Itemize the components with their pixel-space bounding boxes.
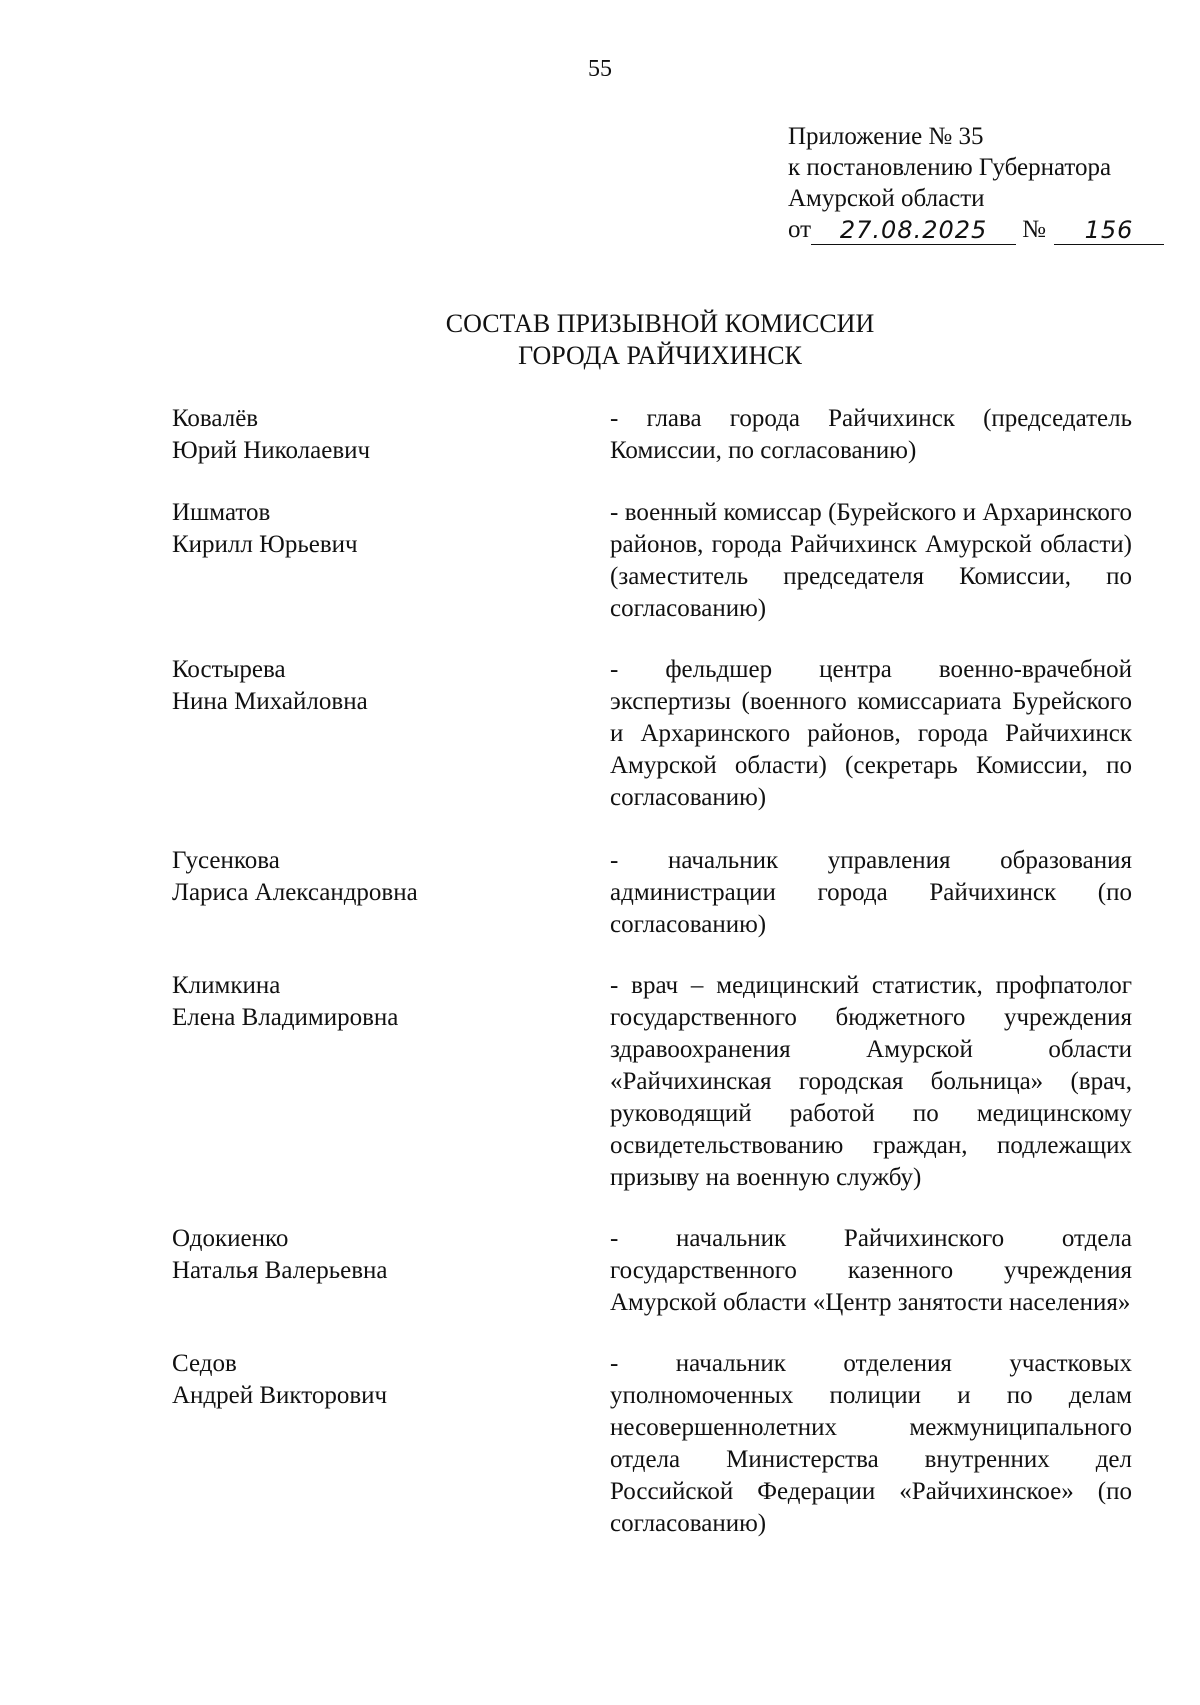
member-given-name: Нина Михайловна bbox=[172, 688, 368, 715]
member-given-name: Елена Владимировна bbox=[172, 1004, 399, 1031]
page-number: 55 bbox=[588, 56, 612, 82]
date-prefix: от bbox=[788, 216, 812, 243]
title-line-2: ГОРОДА РАЙЧИХИНСК bbox=[518, 341, 802, 370]
member-name bbox=[172, 1348, 572, 1412]
member-name bbox=[172, 497, 572, 561]
member-role: - врач – медицинский статистик, профпатолог государственного бюджетного учреждения здравоохранения Амурской области «Райчихинская городская больница» (врач, руководящий работой по медицинскому освидетельствованию граждан, подлежащих призыву на военную службу) bbox=[610, 972, 1132, 1191]
member-name bbox=[172, 970, 572, 1034]
member-role: - глава города Райчихинск (председатель Комиссии, по согласованию) bbox=[610, 405, 1132, 464]
number-label: № bbox=[1022, 216, 1046, 243]
member-role: - военный комиссар (Бурейского и Архаринского районов, города Райчихинск Амурской области) (заместитель председателя Комиссии, по согласованию) bbox=[610, 499, 1132, 622]
member-surname: Костырева bbox=[172, 656, 286, 683]
member-surname: Гусенкова bbox=[172, 847, 280, 874]
member-surname: Ковалёв bbox=[172, 405, 259, 432]
appendix-block bbox=[788, 121, 1168, 245]
member-given-name: Наталья Валерьевна bbox=[172, 1257, 388, 1284]
member-given-name: Юрий Николаевич bbox=[172, 437, 371, 464]
member-given-name: Андрей Викторович bbox=[172, 1382, 388, 1409]
member-given-name: Кирилл Юрьевич bbox=[172, 531, 358, 558]
appendix-title: Приложение № 35 bbox=[788, 123, 984, 150]
member-role: - начальник отделения участковых уполномоченных полиции и по делам несовершеннолетних межмуниципального отдела Министерства внутренних дел Российской Федерации «Райчихинское» (по согласованию) bbox=[610, 1350, 1132, 1537]
appendix-decree-ref: к постановлению Губернатора bbox=[788, 154, 1112, 181]
document-title bbox=[0, 308, 1200, 372]
member-surname: Климкина bbox=[172, 972, 281, 999]
appendix-region: Амурской области bbox=[788, 185, 985, 212]
member-role: - начальник управления образования администрации города Райчихинск (по согласованию) bbox=[610, 847, 1132, 938]
member-surname: Одокиенко bbox=[172, 1225, 289, 1252]
member-name bbox=[172, 845, 572, 909]
member-surname: Седов bbox=[172, 1350, 237, 1377]
member-name bbox=[172, 403, 572, 467]
title-line-1: СОСТАВ ПРИЗЫВНОЙ КОМИССИИ bbox=[445, 309, 875, 338]
member-name bbox=[172, 654, 572, 718]
appendix-date-number-row bbox=[788, 214, 1168, 245]
member-given-name: Лариса Александровна bbox=[172, 879, 418, 906]
member-name bbox=[172, 1223, 572, 1287]
handwritten-date: 27.08.2025 bbox=[811, 216, 1016, 245]
member-role: - начальник Райчихинского отдела государственного казенного учреждения Амурской области «Центр занятости населения» bbox=[610, 1225, 1132, 1316]
member-role: - фельдшер центра военно-врачебной экспертизы (военного комиссариата Бурейского и Архаринского районов, города Райчихинск Амурской области) (секретарь Комиссии, по согласованию) bbox=[610, 656, 1132, 811]
handwritten-number: 156 bbox=[1054, 216, 1164, 245]
member-surname: Ишматов bbox=[172, 499, 271, 526]
